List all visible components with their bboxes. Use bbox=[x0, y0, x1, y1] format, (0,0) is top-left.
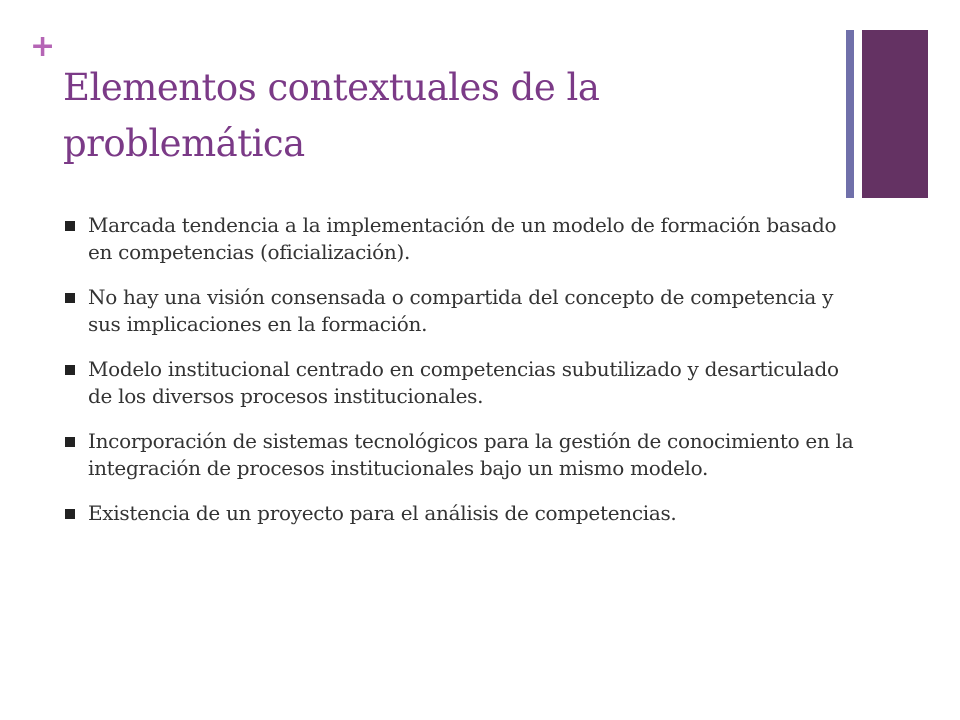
square-bullet-icon bbox=[65, 509, 75, 519]
bullet-item bbox=[65, 428, 855, 482]
plus-decoration: + bbox=[30, 29, 56, 64]
square-bullet-icon bbox=[65, 365, 75, 375]
bullet-item bbox=[65, 500, 855, 527]
decorative-bar-thin bbox=[846, 30, 854, 198]
square-bullet-icon bbox=[65, 293, 75, 303]
bullet-text: Marcada tendencia a la implementación de un modelo de formación basado en competencias (oficialización). bbox=[88, 213, 837, 264]
square-bullet-icon bbox=[65, 221, 75, 231]
bullet-text: Existencia de un proyecto para el análisis de competencias. bbox=[88, 501, 677, 525]
bullet-item bbox=[65, 212, 855, 266]
bullet-list bbox=[65, 212, 855, 545]
decorative-bar-thick bbox=[862, 30, 928, 198]
square-bullet-icon bbox=[65, 437, 75, 447]
bullet-item bbox=[65, 284, 855, 338]
bullet-text: No hay una visión consensada o compartida del concepto de competencia y sus implicaciones en la formación. bbox=[88, 285, 834, 336]
bullet-text: Modelo institucional centrado en competencias subutilizado y desarticulado de los diversos procesos institucionales. bbox=[88, 357, 839, 408]
bullet-text: Incorporación de sistemas tecnológicos para la gestión de conocimiento en la integración de procesos institucionales bajo un mismo modelo. bbox=[88, 429, 854, 480]
bullet-item bbox=[65, 356, 855, 410]
slide-title: Elementos contextuales de la problemática bbox=[63, 66, 600, 165]
